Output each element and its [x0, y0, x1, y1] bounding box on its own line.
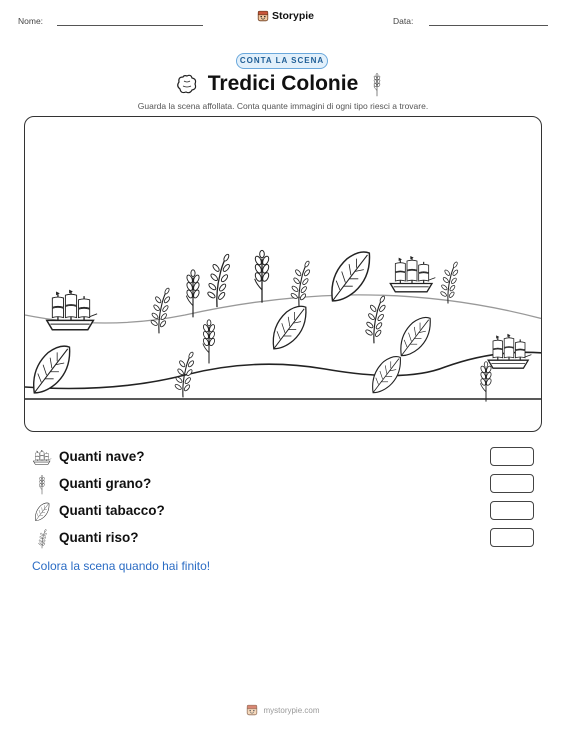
- rice-icon: [440, 261, 459, 303]
- rice-icon: [174, 351, 194, 397]
- coloring-instruction: Colora la scena quando hai finito!: [32, 559, 211, 573]
- question-row: [32, 528, 542, 550]
- tobacco-leaf-icon: [332, 252, 370, 301]
- tobacco-leaf-icon: [401, 317, 430, 355]
- question-label: Quanti tabacco?: [59, 503, 165, 518]
- storypie-mascot-icon: [257, 10, 269, 22]
- question-label: Quanti riso?: [59, 530, 139, 545]
- rice-icon: [207, 254, 231, 308]
- date-line: [429, 25, 548, 26]
- rice-icon: [365, 295, 386, 343]
- ship-icon: [390, 256, 435, 292]
- answer-box[interactable]: [490, 528, 534, 547]
- ship-icon: [47, 290, 97, 330]
- scene-illustration: [25, 117, 542, 432]
- footer: [0, 704, 566, 716]
- storypie-mascot-icon: [246, 704, 258, 716]
- question-label: Quanti grano?: [59, 476, 152, 491]
- front-hill-line: [25, 352, 542, 388]
- answer-box[interactable]: [490, 501, 534, 520]
- ship-icon: [32, 448, 52, 468]
- rice-icon: [32, 529, 52, 549]
- worksheet-header: [0, 0, 566, 32]
- question-row: [32, 447, 542, 469]
- question-label: Quanti nave?: [59, 449, 145, 464]
- tobacco-leaf-icon: [34, 346, 70, 393]
- question-row: [32, 501, 542, 523]
- question-row: [32, 474, 542, 496]
- tobacco-leaf-icon: [273, 306, 306, 349]
- wheat-icon: [186, 270, 200, 318]
- activity-badge: CONTA LA SCENA: [236, 53, 328, 69]
- name-line: [57, 25, 203, 26]
- date-label: Data:: [393, 16, 414, 26]
- wheat-icon: [32, 475, 52, 495]
- tobacco-leaf-icon: [32, 502, 52, 522]
- counting-scene: [24, 116, 542, 432]
- brand-name: Storypie: [272, 10, 315, 22]
- wheat-icon: [254, 250, 270, 302]
- brand-logo: [257, 10, 314, 22]
- wheat-icon: [480, 362, 492, 402]
- answer-box[interactable]: [490, 447, 534, 466]
- ship-icon: [488, 334, 531, 368]
- name-label: Nome:: [18, 16, 44, 26]
- tobacco-leaf-icon: [373, 357, 401, 393]
- answer-box[interactable]: [490, 474, 534, 493]
- wheat-icon: [202, 320, 215, 364]
- rice-icon: [150, 287, 170, 333]
- page-subtitle: Guarda la scena affollata. Conta quante immagini di ogni tipo riesci a trovare.: [137, 101, 429, 111]
- footer-url: mystorypie.com: [263, 705, 320, 715]
- rice-icon: [290, 260, 310, 306]
- wheat-title-icon: [370, 73, 384, 97]
- page-title: Tredici Colonie: [207, 72, 359, 95]
